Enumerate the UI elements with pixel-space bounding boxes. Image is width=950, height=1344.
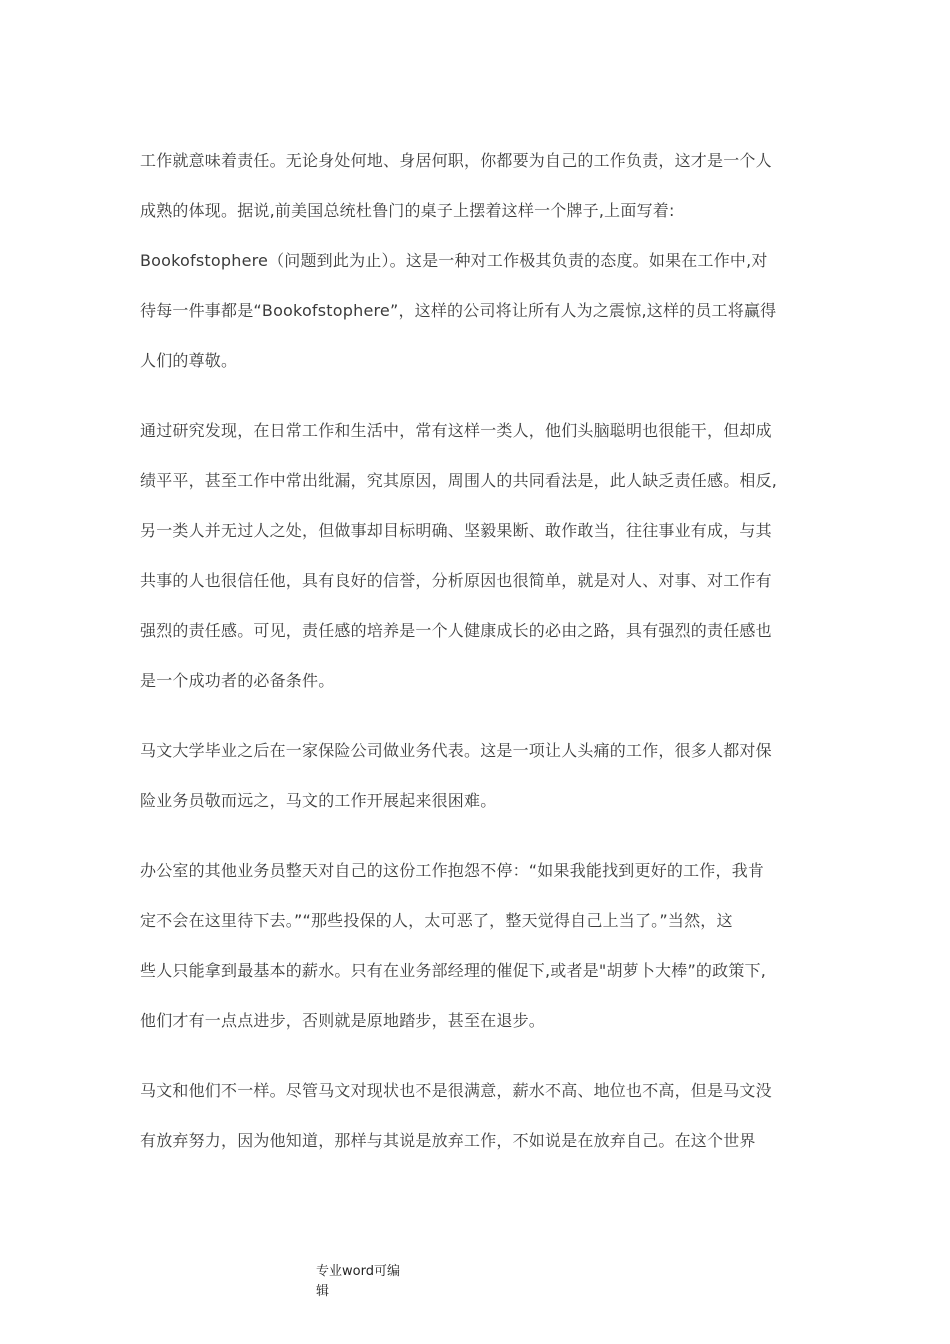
text-line: 绩平平，甚至工作中常出纰漏，究其原因，周围人的共同看法是，此人缺乏责任感。相反,	[140, 471, 778, 490]
paragraph-5	[140, 1066, 808, 1166]
text-line: 他们才有一点点进步，否则就是原地踏步，甚至在退步。	[140, 1011, 546, 1030]
text-line: 有放弃努力，因为他知道，那样与其说是放弃工作，不如说是在放弃自己。在这个世界	[140, 1131, 756, 1150]
text-line: 定不会在这里待下去。”“那些投保的人，太可恶了，整天觉得自己上当了。”当然，这	[140, 911, 733, 930]
paragraph-2	[140, 406, 808, 706]
text-line: 工作就意味着责任。无论身处何地、身居何职，你都要为自己的工作负责，这才是一个人	[140, 151, 772, 170]
text-line: 险业务员敬而远之，马文的工作开展起来很困难。	[140, 791, 497, 810]
text-line: 些人只能拿到最基本的薪水。只有在业务部经理的催促下,或者是"胡萝卜大棒”的政策下,	[140, 961, 767, 980]
text-line: 马文和他们不一样。尽管马文对现状也不是很满意，薪水不高、地位也不高，但是马文没	[140, 1081, 772, 1100]
text-line: 办公室的其他业务员整天对自己的这份工作抱怨不停：“如果我能找到更好的工作，我肯	[140, 861, 765, 880]
text-line: 成熟的体现。据说,前美国总统杜鲁门的桌子上摆着这样一个牌子,上面写着:	[140, 201, 675, 220]
paragraph-4	[140, 846, 808, 1046]
text-line: 共事的人也很信任他，具有良好的信誉，分析原因也很简单，就是对人、对事、对工作有	[140, 571, 772, 590]
footer-line: 专业word可编	[316, 1264, 400, 1279]
text-line: 另一类人并无过人之处，但做事却目标明确、坚毅果断、敢作敢当，往往事业有成，与其	[140, 521, 772, 540]
text-line: 人们的尊敬。	[140, 351, 238, 370]
document-body	[140, 136, 808, 1166]
text-line: 是一个成功者的必备条件。	[140, 671, 335, 690]
paragraph-gap	[140, 826, 808, 846]
footer-line: 辑	[316, 1284, 330, 1299]
text-line: Bookofstophere（问题到此为止）。这是一种对工作极其负责的态度。如果在工作中,对	[140, 251, 768, 270]
paragraph-3	[140, 726, 808, 826]
paragraph-1	[140, 136, 808, 386]
paragraph-gap	[140, 706, 808, 726]
paragraph-gap	[140, 386, 808, 406]
text-line: 待每一件事都是“Bookofstophere”，这样的公司将让所有人为之震惊,这样的员工将赢得	[140, 301, 777, 320]
page-footer	[316, 1262, 416, 1302]
text-line: 强烈的责任感。可见，责任感的培养是一个人健康成长的必由之路，具有强烈的责任感也	[140, 621, 772, 640]
text-line: 马文大学毕业之后在一家保险公司做业务代表。这是一项让人头痛的工作，很多人都对保	[140, 741, 772, 760]
text-line: 通过研究发现，在日常工作和生活中，常有这样一类人，他们头脑聪明也很能干，但却成	[140, 421, 772, 440]
paragraph-gap	[140, 1046, 808, 1066]
